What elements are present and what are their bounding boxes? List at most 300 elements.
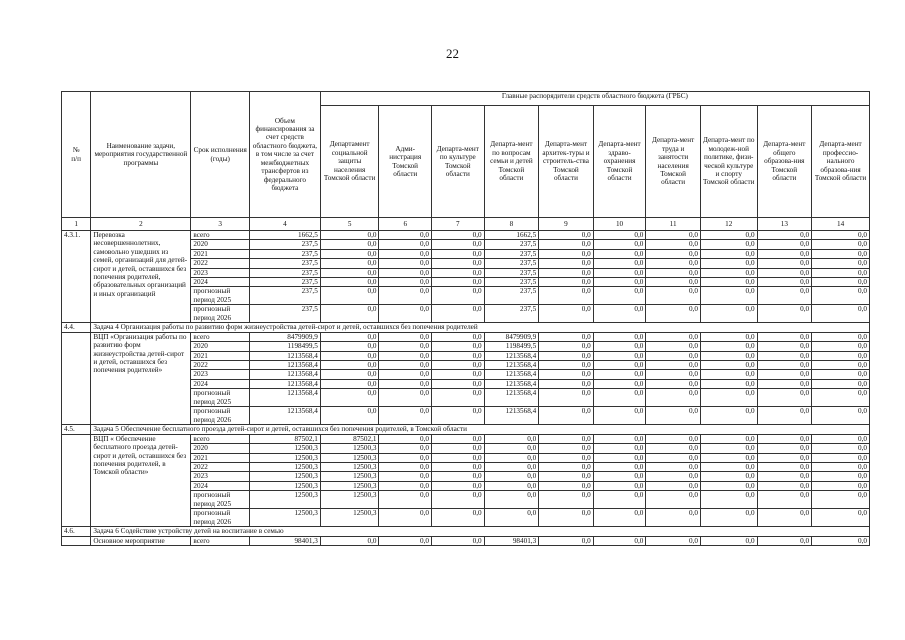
col-number: 13 xyxy=(757,218,812,231)
grbs-value-cell: 0,0 xyxy=(700,444,757,453)
grbs-value-cell: 0,0 xyxy=(539,268,594,277)
grbs-value-cell: 237,5 xyxy=(484,305,539,323)
header-col-1: № п/п xyxy=(62,92,91,218)
grbs-value-cell: 0,0 xyxy=(646,509,701,527)
header-col-10: Департа-мент здраво-охранения Томской области xyxy=(593,106,646,218)
grbs-value-cell: 0,0 xyxy=(812,379,870,388)
grbs-value-cell: 0,0 xyxy=(432,509,485,527)
grbs-value-cell: 0,0 xyxy=(646,351,701,360)
grbs-value-cell: 0,0 xyxy=(757,268,812,277)
period-cell: 2023 xyxy=(191,268,250,277)
grbs-value-cell: 0,0 xyxy=(757,361,812,370)
grbs-value-cell: 0,0 xyxy=(432,259,485,268)
grbs-value-cell: 0,0 xyxy=(320,249,379,258)
grbs-value-cell: 0,0 xyxy=(646,268,701,277)
grbs-value-cell: 0,0 xyxy=(539,370,594,379)
total-cell: 1198499,5 xyxy=(250,342,321,351)
grbs-value-cell: 0,0 xyxy=(757,509,812,527)
grbs-value-cell: 0,0 xyxy=(432,351,485,360)
grbs-value-cell: 0,0 xyxy=(700,509,757,527)
grbs-value-cell: 0,0 xyxy=(320,361,379,370)
col-number: 8 xyxy=(484,218,539,231)
grbs-value-cell: 87502,1 xyxy=(320,434,379,443)
grbs-value-cell: 0,0 xyxy=(432,342,485,351)
grbs-value-cell: 0,0 xyxy=(700,361,757,370)
grbs-value-cell: 0,0 xyxy=(432,453,485,462)
grbs-value-cell: 0,0 xyxy=(320,379,379,388)
grbs-value-cell: 0,0 xyxy=(593,259,646,268)
grbs-value-cell: 0,0 xyxy=(539,472,594,481)
grbs-value-cell: 0,0 xyxy=(700,342,757,351)
grbs-value-cell: 0,0 xyxy=(593,491,646,509)
total-cell: 237,5 xyxy=(250,249,321,258)
grbs-value-cell: 0,0 xyxy=(379,472,432,481)
col-number: 1 xyxy=(62,218,91,231)
grbs-value-cell: 0,0 xyxy=(700,491,757,509)
grbs-value-cell: 0,0 xyxy=(320,407,379,425)
grbs-value-cell: 1213568,4 xyxy=(484,407,539,425)
col-number: 6 xyxy=(379,218,432,231)
grbs-value-cell: 0,0 xyxy=(757,342,812,351)
header-col-7: Департа-мент по культуре Томской области xyxy=(432,106,485,218)
grbs-value-cell: 12500,3 xyxy=(320,453,379,462)
grbs-value-cell: 0,0 xyxy=(379,305,432,323)
header-col-13: Департа-мент общего образова-ния Томской области xyxy=(757,106,812,218)
header-col-2: Наименование задачи, мероприятия государственной программы xyxy=(91,92,191,218)
grbs-value-cell: 0,0 xyxy=(539,379,594,388)
grbs-value-cell: 1213568,4 xyxy=(484,389,539,407)
grbs-value-cell: 0,0 xyxy=(646,249,701,258)
grbs-value-cell: 0,0 xyxy=(379,444,432,453)
grbs-value-cell: 1213568,4 xyxy=(484,379,539,388)
total-cell: 12500,3 xyxy=(250,481,321,490)
grbs-value-cell: 0,0 xyxy=(646,389,701,407)
grbs-value-cell: 0,0 xyxy=(812,287,870,305)
grbs-value-cell: 0,0 xyxy=(593,472,646,481)
grbs-value-cell: 0,0 xyxy=(432,305,485,323)
total-cell: 8479909,9 xyxy=(250,332,321,341)
grbs-value-cell: 0,0 xyxy=(432,481,485,490)
total-cell: 237,5 xyxy=(250,287,321,305)
period-cell: всего xyxy=(191,231,250,240)
header-col-4: Объем финансирования за счет средств областного бюджета, в том числе за счет межбюджетных трансфертов из федерального бюджета xyxy=(250,92,321,218)
grbs-value-cell: 0,0 xyxy=(432,287,485,305)
period-cell: 2020 xyxy=(191,342,250,351)
grbs-value-cell: 1198499,5 xyxy=(484,342,539,351)
total-cell: 237,5 xyxy=(250,259,321,268)
grbs-value-cell: 0,0 xyxy=(646,453,701,462)
period-cell: прогнозный период 2026 xyxy=(191,407,250,425)
grbs-value-cell: 0,0 xyxy=(432,240,485,249)
item-number: 4.3.1. xyxy=(62,231,91,323)
grbs-value-cell: 0,0 xyxy=(379,509,432,527)
grbs-value-cell: 0,0 xyxy=(700,481,757,490)
total-cell: 237,5 xyxy=(250,305,321,323)
grbs-value-cell: 0,0 xyxy=(700,389,757,407)
grbs-value-cell: 0,0 xyxy=(646,481,701,490)
total-cell: 12500,3 xyxy=(250,472,321,481)
grbs-value-cell: 0,0 xyxy=(812,231,870,240)
total-cell: 1213568,4 xyxy=(250,351,321,360)
period-cell: 2023 xyxy=(191,370,250,379)
grbs-value-cell: 0,0 xyxy=(432,379,485,388)
grbs-value-cell: 0,0 xyxy=(484,491,539,509)
grbs-value-cell: 0,0 xyxy=(700,462,757,471)
grbs-value-cell: 0,0 xyxy=(379,481,432,490)
grbs-value-cell: 237,5 xyxy=(484,259,539,268)
grbs-value-cell: 237,5 xyxy=(484,268,539,277)
grbs-value-cell: 0,0 xyxy=(379,342,432,351)
table-header xyxy=(62,92,870,231)
column-numbers-row xyxy=(62,218,870,231)
grbs-value-cell: 0,0 xyxy=(539,536,594,545)
col-number: 11 xyxy=(646,218,701,231)
header-col-8: Департа-мент по вопросам семьи и детей Томской области xyxy=(484,106,539,218)
grbs-value-cell: 0,0 xyxy=(646,361,701,370)
grbs-value-cell: 237,5 xyxy=(484,249,539,258)
grbs-value-cell: 0,0 xyxy=(539,444,594,453)
grbs-value-cell: 0,0 xyxy=(757,370,812,379)
task-row xyxy=(62,323,870,332)
total-cell: 1213568,4 xyxy=(250,370,321,379)
table-row xyxy=(62,434,870,443)
grbs-value-cell: 0,0 xyxy=(700,472,757,481)
period-cell: 2021 xyxy=(191,351,250,360)
total-cell: 1213568,4 xyxy=(250,361,321,370)
total-cell: 98401,3 xyxy=(250,536,321,545)
grbs-value-cell: 0,0 xyxy=(484,481,539,490)
grbs-value-cell: 0,0 xyxy=(484,453,539,462)
grbs-value-cell: 0,0 xyxy=(432,462,485,471)
grbs-value-cell: 0,0 xyxy=(593,287,646,305)
grbs-value-cell: 0,0 xyxy=(812,305,870,323)
grbs-value-cell: 0,0 xyxy=(593,462,646,471)
grbs-value-cell: 0,0 xyxy=(646,342,701,351)
grbs-value-cell: 0,0 xyxy=(379,536,432,545)
grbs-value-cell: 0,0 xyxy=(593,407,646,425)
col-number: 12 xyxy=(700,218,757,231)
period-cell: всего xyxy=(191,332,250,341)
grbs-value-cell: 0,0 xyxy=(379,361,432,370)
grbs-value-cell: 0,0 xyxy=(432,268,485,277)
task-title: Задача 5 Обеспечение бесплатного проезда детей-сирот и детей, оставшихся без попечения родителей, в Томской области xyxy=(91,425,870,434)
grbs-value-cell: 0,0 xyxy=(700,249,757,258)
grbs-value-cell: 0,0 xyxy=(539,240,594,249)
grbs-value-cell: 0,0 xyxy=(539,278,594,287)
grbs-value-cell: 0,0 xyxy=(593,361,646,370)
grbs-value-cell: 0,0 xyxy=(379,268,432,277)
item-number-empty xyxy=(62,434,91,526)
grbs-value-cell: 0,0 xyxy=(432,278,485,287)
grbs-value-cell: 0,0 xyxy=(700,332,757,341)
grbs-value-cell: 0,0 xyxy=(539,249,594,258)
grbs-value-cell: 0,0 xyxy=(646,444,701,453)
grbs-value-cell: 0,0 xyxy=(593,370,646,379)
grbs-value-cell: 0,0 xyxy=(320,259,379,268)
grbs-value-cell: 0,0 xyxy=(757,332,812,341)
period-cell: 2020 xyxy=(191,444,250,453)
grbs-value-cell: 0,0 xyxy=(379,240,432,249)
grbs-value-cell: 0,0 xyxy=(812,472,870,481)
total-cell: 12500,3 xyxy=(250,462,321,471)
grbs-value-cell: 0,0 xyxy=(320,268,379,277)
period-cell: 2024 xyxy=(191,481,250,490)
grbs-value-cell: 0,0 xyxy=(593,509,646,527)
grbs-value-cell: 0,0 xyxy=(539,351,594,360)
grbs-value-cell: 0,0 xyxy=(700,453,757,462)
period-cell: 2024 xyxy=(191,278,250,287)
grbs-value-cell: 0,0 xyxy=(757,444,812,453)
grbs-value-cell: 0,0 xyxy=(700,305,757,323)
period-cell: 2022 xyxy=(191,259,250,268)
grbs-value-cell: 0,0 xyxy=(593,389,646,407)
period-cell: 2024 xyxy=(191,379,250,388)
grbs-value-cell: 0,0 xyxy=(379,389,432,407)
grbs-value-cell: 0,0 xyxy=(593,240,646,249)
grbs-value-cell: 0,0 xyxy=(646,407,701,425)
period-cell: 2020 xyxy=(191,240,250,249)
total-cell: 237,5 xyxy=(250,268,321,277)
col-number: 9 xyxy=(539,218,594,231)
grbs-value-cell: 0,0 xyxy=(646,332,701,341)
period-cell: прогнозный период 2025 xyxy=(191,287,250,305)
grbs-value-cell: 0,0 xyxy=(812,444,870,453)
period-cell: 2021 xyxy=(191,453,250,462)
item-name: Перевозка несовершеннолетних, самовольно ушедших из семей, организаций для детей-сирот и детей, оставшихся без попечения родителей, образовательных организаций и иных организаций xyxy=(91,231,191,323)
grbs-value-cell: 0,0 xyxy=(379,259,432,268)
grbs-value-cell: 0,0 xyxy=(646,434,701,443)
grbs-value-cell: 0,0 xyxy=(539,342,594,351)
period-cell: 2022 xyxy=(191,361,250,370)
grbs-value-cell: 12500,3 xyxy=(320,509,379,527)
grbs-value-cell: 0,0 xyxy=(757,462,812,471)
grbs-value-cell: 0,0 xyxy=(320,370,379,379)
grbs-value-cell: 0,0 xyxy=(379,434,432,443)
item-name: Основное мероприятие xyxy=(91,536,191,545)
grbs-value-cell: 0,0 xyxy=(812,370,870,379)
header-col-11: Департа-мент труда и занятости населения Томской области xyxy=(646,106,701,218)
total-cell: 1213568,4 xyxy=(250,379,321,388)
grbs-value-cell: 0,0 xyxy=(700,351,757,360)
grbs-value-cell: 0,0 xyxy=(432,361,485,370)
total-cell: 1213568,4 xyxy=(250,407,321,425)
grbs-value-cell: 0,0 xyxy=(757,249,812,258)
grbs-value-cell: 0,0 xyxy=(646,536,701,545)
grbs-value-cell: 0,0 xyxy=(539,389,594,407)
total-cell: 87502,1 xyxy=(250,434,321,443)
col-number: 5 xyxy=(320,218,379,231)
grbs-value-cell: 0,0 xyxy=(700,434,757,443)
total-cell: 237,5 xyxy=(250,278,321,287)
task-title: Задача 4 Организация работы по развитию форм жизнеустройства детей-сирот и детей, оставшихся без попечения родителей xyxy=(91,323,870,332)
grbs-value-cell: 0,0 xyxy=(432,472,485,481)
grbs-value-cell: 0,0 xyxy=(812,389,870,407)
col-number: 14 xyxy=(812,218,870,231)
grbs-value-cell: 0,0 xyxy=(484,444,539,453)
grbs-value-cell: 0,0 xyxy=(379,379,432,388)
grbs-value-cell: 0,0 xyxy=(757,231,812,240)
header-col-9: Департа-мент архитек-туры и строитель-ства Томской области xyxy=(539,106,594,218)
budget-table xyxy=(61,91,870,546)
grbs-value-cell: 0,0 xyxy=(320,231,379,240)
grbs-value-cell: 0,0 xyxy=(700,240,757,249)
grbs-value-cell: 0,0 xyxy=(812,481,870,490)
grbs-value-cell: 0,0 xyxy=(432,332,485,341)
total-cell: 12500,3 xyxy=(250,491,321,509)
grbs-value-cell: 237,5 xyxy=(484,278,539,287)
grbs-value-cell: 237,5 xyxy=(484,287,539,305)
grbs-value-cell: 0,0 xyxy=(320,351,379,360)
grbs-value-cell: 0,0 xyxy=(757,287,812,305)
task-row xyxy=(62,527,870,536)
grbs-value-cell: 0,0 xyxy=(593,481,646,490)
grbs-value-cell: 0,0 xyxy=(757,240,812,249)
grbs-value-cell: 0,0 xyxy=(812,268,870,277)
grbs-value-cell: 0,0 xyxy=(812,536,870,545)
period-cell: всего xyxy=(191,434,250,443)
grbs-value-cell: 1213568,4 xyxy=(484,351,539,360)
header-col-12: Департа-мент по молодеж-ной политике, физи-ческой культуре и спорту Томской области xyxy=(700,106,757,218)
grbs-value-cell: 1662,5 xyxy=(484,231,539,240)
grbs-value-cell: 0,0 xyxy=(757,453,812,462)
grbs-value-cell: 0,0 xyxy=(757,278,812,287)
grbs-value-cell: 0,0 xyxy=(757,472,812,481)
grbs-value-cell: 0,0 xyxy=(379,332,432,341)
grbs-value-cell: 0,0 xyxy=(432,370,485,379)
grbs-value-cell: 0,0 xyxy=(432,407,485,425)
period-cell: всего xyxy=(191,536,250,545)
grbs-value-cell: 0,0 xyxy=(593,444,646,453)
item-number-empty xyxy=(62,536,91,545)
grbs-value-cell: 0,0 xyxy=(812,491,870,509)
task-number: 4.4. xyxy=(62,323,91,332)
grbs-value-cell: 0,0 xyxy=(432,444,485,453)
grbs-value-cell: 0,0 xyxy=(379,351,432,360)
item-number-empty xyxy=(62,332,91,424)
grbs-value-cell: 0,0 xyxy=(320,287,379,305)
grbs-value-cell: 0,0 xyxy=(757,491,812,509)
grbs-value-cell: 12500,3 xyxy=(320,462,379,471)
table-body xyxy=(62,231,870,546)
grbs-value-cell: 0,0 xyxy=(757,481,812,490)
header-col-14: Департа-мент профессио-нального образова-ния Томской области xyxy=(812,106,870,218)
grbs-value-cell: 0,0 xyxy=(593,268,646,277)
period-cell: прогнозный период 2025 xyxy=(191,389,250,407)
col-number: 4 xyxy=(250,218,321,231)
grbs-value-cell: 0,0 xyxy=(593,434,646,443)
grbs-value-cell: 0,0 xyxy=(379,249,432,258)
grbs-value-cell: 0,0 xyxy=(700,370,757,379)
task-row xyxy=(62,425,870,434)
grbs-value-cell: 0,0 xyxy=(320,278,379,287)
grbs-value-cell: 0,0 xyxy=(812,249,870,258)
task-number: 4.6. xyxy=(62,527,91,536)
grbs-value-cell: 0,0 xyxy=(812,240,870,249)
grbs-value-cell: 0,0 xyxy=(700,407,757,425)
grbs-value-cell: 0,0 xyxy=(593,231,646,240)
grbs-value-cell: 0,0 xyxy=(379,231,432,240)
grbs-value-cell: 0,0 xyxy=(700,379,757,388)
grbs-value-cell: 0,0 xyxy=(379,462,432,471)
table-row xyxy=(62,332,870,341)
item-name: ВЦП « Обеспечение бесплатного проезда детей-сирот и детей, оставшихся без попечения родителей, в Томской области» xyxy=(91,434,191,526)
task-title: Задача 6 Содействие устройству детей на воспитание в семью xyxy=(91,527,870,536)
grbs-value-cell: 0,0 xyxy=(539,361,594,370)
grbs-value-cell: 0,0 xyxy=(700,536,757,545)
grbs-value-cell: 0,0 xyxy=(539,259,594,268)
grbs-value-cell: 0,0 xyxy=(432,389,485,407)
grbs-value-cell: 0,0 xyxy=(646,379,701,388)
grbs-value-cell: 0,0 xyxy=(432,536,485,545)
period-cell: прогнозный период 2026 xyxy=(191,509,250,527)
grbs-value-cell: 0,0 xyxy=(812,342,870,351)
grbs-value-cell: 0,0 xyxy=(484,509,539,527)
grbs-value-cell: 0,0 xyxy=(379,453,432,462)
grbs-value-cell: 0,0 xyxy=(812,361,870,370)
grbs-value-cell: 0,0 xyxy=(539,305,594,323)
grbs-value-cell: 0,0 xyxy=(646,259,701,268)
total-cell: 12500,3 xyxy=(250,453,321,462)
grbs-value-cell: 0,0 xyxy=(539,434,594,443)
grbs-value-cell: 1213568,4 xyxy=(484,361,539,370)
header-col-6: Адми-нистрация Томской области xyxy=(379,106,432,218)
grbs-value-cell: 0,0 xyxy=(539,453,594,462)
grbs-value-cell: 0,0 xyxy=(320,332,379,341)
grbs-value-cell: 0,0 xyxy=(646,305,701,323)
period-cell: 2022 xyxy=(191,462,250,471)
grbs-value-cell: 0,0 xyxy=(646,287,701,305)
grbs-value-cell: 0,0 xyxy=(484,472,539,481)
grbs-value-cell: 0,0 xyxy=(593,332,646,341)
grbs-value-cell: 0,0 xyxy=(812,332,870,341)
grbs-value-cell: 0,0 xyxy=(379,491,432,509)
grbs-value-cell: 0,0 xyxy=(700,231,757,240)
grbs-value-cell: 8479909,9 xyxy=(484,332,539,341)
grbs-value-cell: 0,0 xyxy=(812,462,870,471)
item-name: ВЦП «Организация работы по развитию форм жизнеустройства детей-сирот и детей, оставшихся без попечения родителей» xyxy=(91,332,191,424)
grbs-value-cell: 0,0 xyxy=(757,536,812,545)
grbs-value-cell: 0,0 xyxy=(593,249,646,258)
grbs-value-cell: 0,0 xyxy=(539,481,594,490)
grbs-value-cell: 0,0 xyxy=(379,407,432,425)
grbs-value-cell: 0,0 xyxy=(812,509,870,527)
grbs-value-cell: 0,0 xyxy=(757,305,812,323)
grbs-value-cell: 0,0 xyxy=(646,491,701,509)
grbs-value-cell: 0,0 xyxy=(320,342,379,351)
grbs-value-cell: 0,0 xyxy=(484,434,539,443)
total-cell: 12500,3 xyxy=(250,509,321,527)
header-col-5: Департамент социальной защиты населения Томской области xyxy=(320,106,379,218)
table-row xyxy=(62,536,870,545)
grbs-value-cell: 0,0 xyxy=(593,453,646,462)
grbs-value-cell: 0,0 xyxy=(593,536,646,545)
grbs-title: Главные распорядители средств областного бюджета (ГРБС) xyxy=(320,92,869,106)
grbs-value-cell: 0,0 xyxy=(593,278,646,287)
grbs-value-cell: 0,0 xyxy=(812,434,870,443)
grbs-value-cell: 0,0 xyxy=(539,509,594,527)
grbs-value-cell: 0,0 xyxy=(700,287,757,305)
grbs-value-cell: 1213568,4 xyxy=(484,370,539,379)
grbs-value-cell: 0,0 xyxy=(593,351,646,360)
col-number: 7 xyxy=(432,218,485,231)
grbs-value-cell: 0,0 xyxy=(320,536,379,545)
grbs-value-cell: 0,0 xyxy=(593,342,646,351)
grbs-value-cell: 0,0 xyxy=(539,491,594,509)
grbs-value-cell: 0,0 xyxy=(432,231,485,240)
col-number: 3 xyxy=(191,218,250,231)
grbs-value-cell: 0,0 xyxy=(646,462,701,471)
grbs-value-cell: 0,0 xyxy=(539,332,594,341)
